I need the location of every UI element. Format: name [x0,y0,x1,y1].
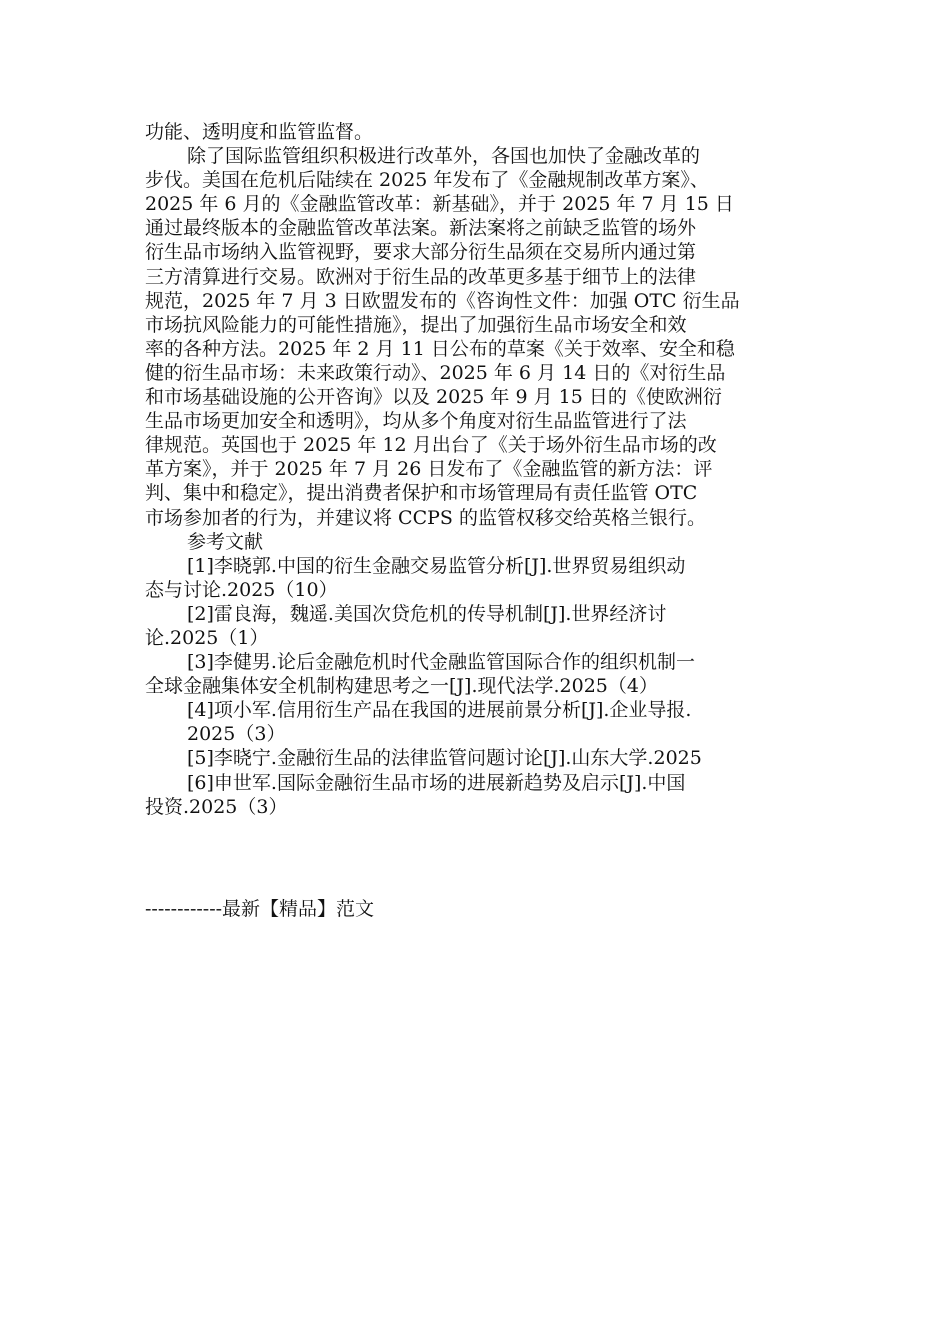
text-line-3: 步伐。美国在危机后陆续在 2025 年发布了《金融规制改革方案》、 [145,169,709,192]
reference-1-line-1: [1]李晓郭.中国的衍生金融交易监管分析[J].世界贸易组织动 [187,554,686,577]
text-line-12: 和市场基础设施的公开咨询》以及 2025 年 9 月 15 日的《使欧洲衍 [145,386,722,409]
text-line-10: 率的各种方法。2025 年 2 月 11 日公布的草案《关于效率、安全和稳 [145,337,735,360]
reference-3-line-1: [3]李健男.论后金融危机时代金融监管国际合作的组织机制一 [187,651,695,674]
reference-5-line-1: [5]李晓宁.金融衍生品的法律监管问题讨论[J].山东大学.2025 [187,747,702,770]
text-line-17: 市场参加者的行为，并建议将 CCPS 的监管权移交给英格兰银行。 [145,506,706,529]
text-line-1: 功能、透明度和监管监督。 [145,121,374,143]
text-line-9: 市场抗风险能力的可能性措施》，提出了加强衍生品市场安全和效 [145,313,687,336]
text-line-5: 通过最终版本的金融监管改革法案。新法案将之前缺乏监管的场外 [145,217,697,240]
reference-4-line-1: [4]项小军.信用衍生产品在我国的进展前景分析[J].企业导报. [187,699,692,722]
reference-2-line-1: [2]雷良海，魏遥.美国次贷危机的传导机制[J].世界经济讨 [187,602,667,625]
text-line-14: 律规范。英国也于 2025 年 12 月出台了《关于场外衍生品市场的改 [145,434,717,457]
text-line-2: 除了国际监管组织积极进行改革外，各国也加快了金融改革的 [187,145,701,168]
footer-tagline: ------------最新【精品】范文 [145,898,375,920]
text-line-6: 衍生品市场纳入监管视野，要求大部分衍生品须在交易所内通过第 [145,241,697,264]
text-line-4: 2025 年 6 月的《金融监管改革：新基础》，并于 2025 年 7 月 15 日 [145,193,734,216]
references-heading: 参考文献 [187,530,264,553]
text-line-16: 判、集中和稳定》，提出消费者保护和市场管理局有责任监管 OTC [145,482,698,505]
reference-6-line-2: 投资.2025（3） [145,795,288,818]
reference-2-line-2: 论.2025（1） [145,626,269,649]
reference-4-line-2: 2025（3） [187,723,286,746]
text-line-8: 规范，2025 年 7 月 3 日欧盟发布的《咨询性文件：加强 OTC 衍生品 [145,289,740,312]
reference-3-line-2: 全球金融集体安全机制构建思考之一[J].现代法学.2025（4） [145,675,658,698]
text-line-7: 三方清算进行交易。欧洲对于衍生品的改革更多基于细节上的法律 [145,265,697,288]
reference-6-line-1: [6]申世军.国际金融衍生品市场的进展新趋势及启示[J].中国 [187,771,686,794]
text-line-15: 革方案》，并于 2025 年 7 月 26 日发布了《金融监管的新方法：评 [145,458,713,481]
text-line-11: 健的衍生品市场：未来政策行动》、2025 年 6 月 14 日的《对衍生品 [145,361,726,384]
text-line-13: 生品市场更加安全和透明》，均从多个角度对衍生品监管进行了法 [145,410,687,433]
reference-1-line-2: 态与讨论.2025（10） [145,578,338,601]
document-body [145,120,805,819]
